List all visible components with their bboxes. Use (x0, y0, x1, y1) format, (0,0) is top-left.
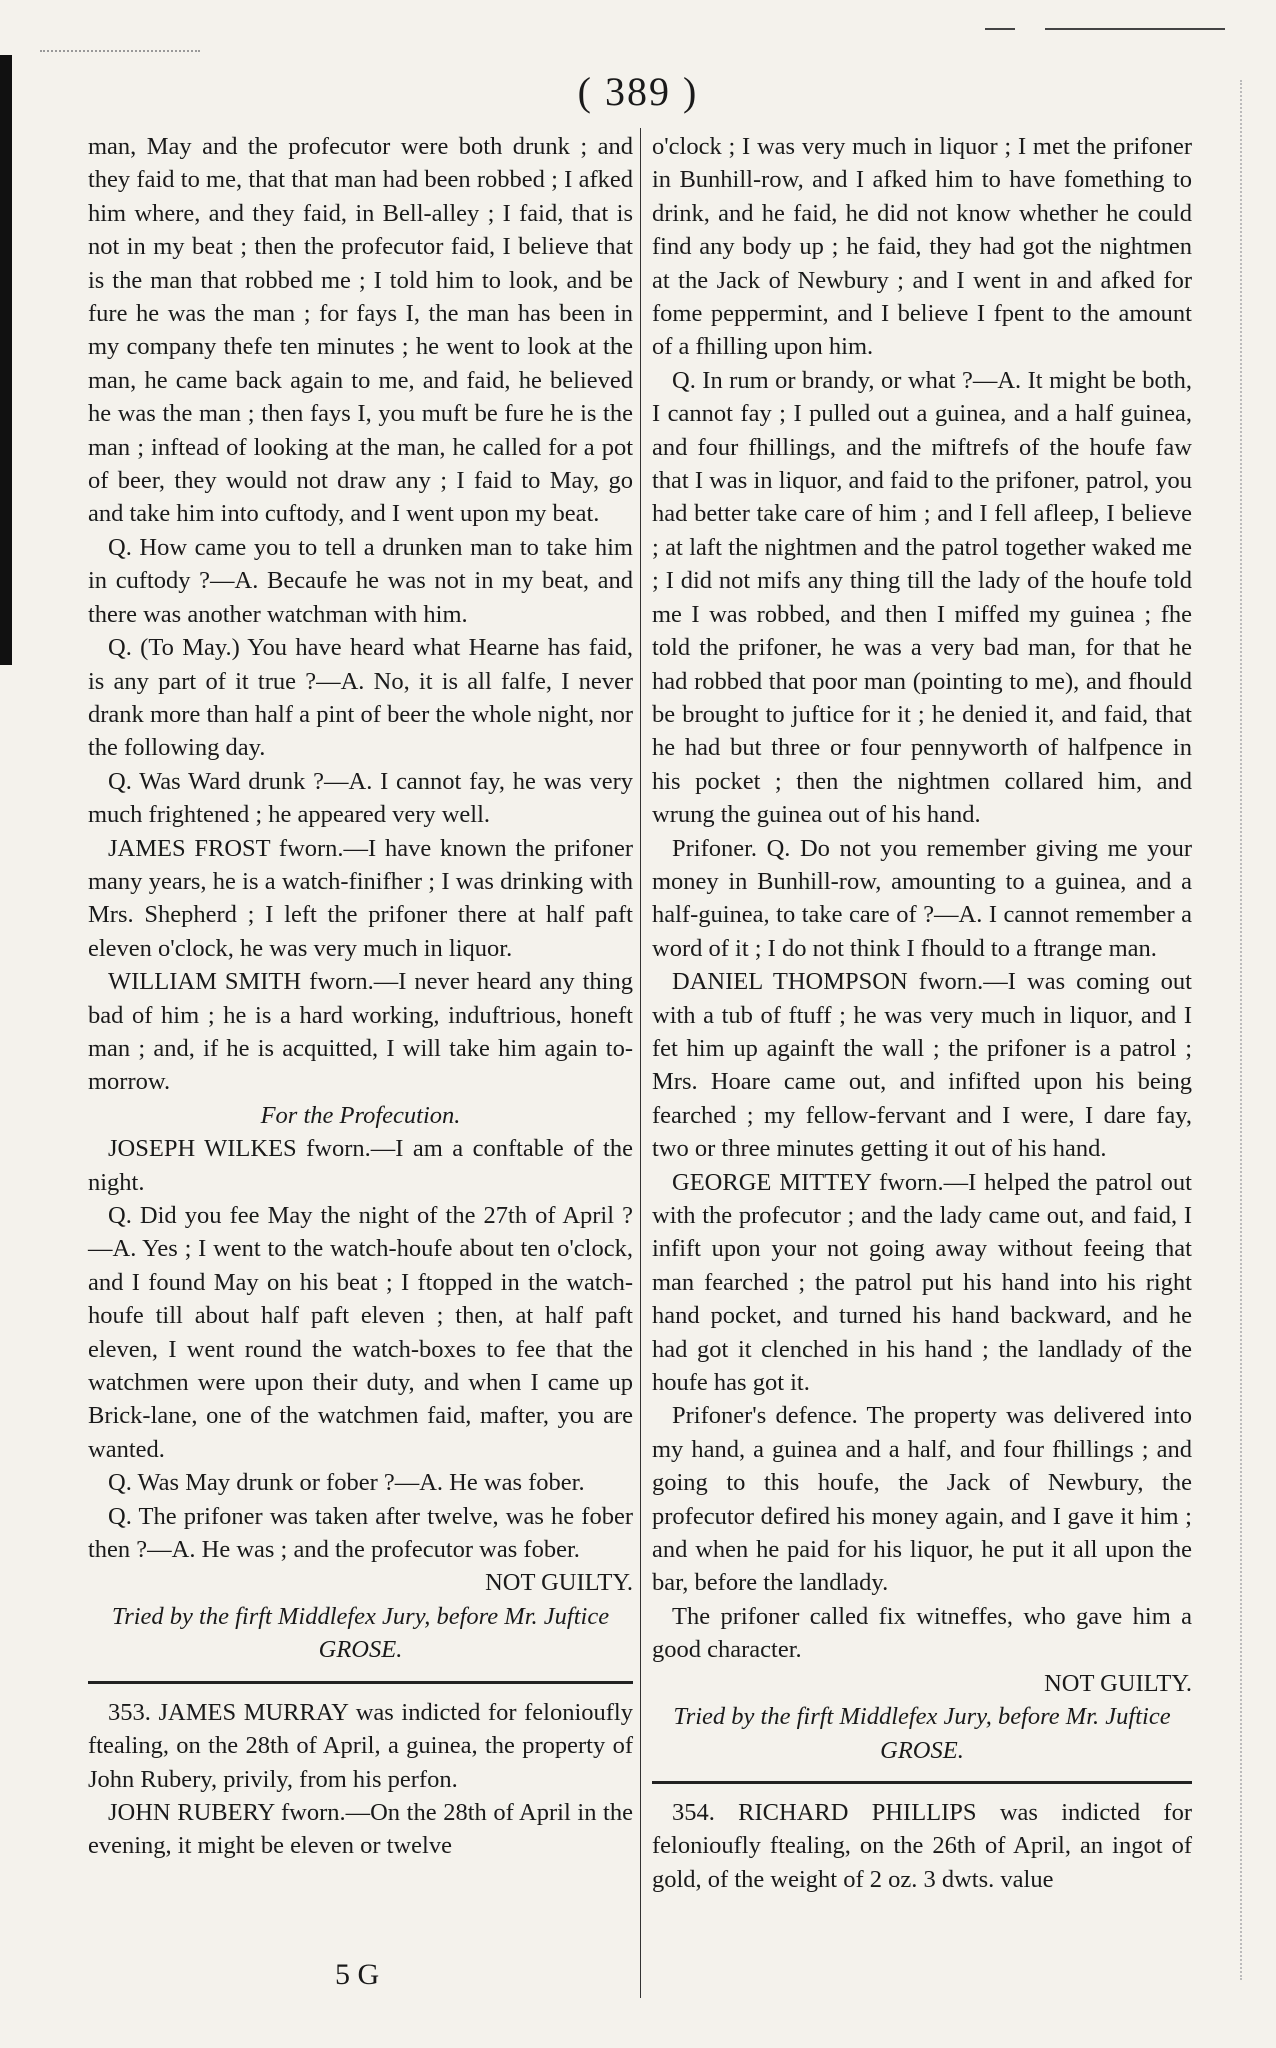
left-case-353 (88, 1696, 633, 1863)
scan-edge-dots (1240, 80, 1248, 1980)
column-divider (640, 128, 641, 1998)
paragraph: man, May and the profecutor were both drunk ; and they faid to me, that that man had been robbed ; I afked him where, and they faid, in Bell-alley ; I faid, that is not in my beat ; then the profecutor faid, I believe that is the man that robbed me ; I told him to look, and be fure he was the man ; for fays I, the man has been in my company thefe ten minutes ; he went to look at the man, he came back again to me, and faid, he believed he was the man ; then fays I, you muft be fure he is the man ; inftead of looking at the man, he called for a pot of beer, they would not draw any ; I faid to May, go and take him into cuftody, and I went upon my beat. (88, 133, 633, 528)
paragraph: GEORGE MITTEY fworn.—I helped the patrol out with the profecutor ; and the lady came out, and faid, I infift upon your not going away without feeing that man fearched ; the patrol put his hand into his right hand pocket, and turned his hand backward, and he had got it clenched in his hand ; the landlady of the houfe has got it. (652, 1168, 1192, 1397)
paragraph: For the Profecution. (260, 1101, 461, 1129)
paragraph: NOT GUILTY. (1044, 1669, 1192, 1697)
paragraph: o'clock ; I was very much in liquor ; I met the prifoner in Bunhill-row, and I afked him to have fomething to drink, and he faid, he did not know whether he could find any body up ; he faid, they had got the nightmen at the Jack of Newbury ; and I went in and afked for fome peppermint, and I believe I fpent to the amount of a fhilling upon him. (652, 133, 1192, 361)
paragraph: Prifoner's defence. The property was delivered into my hand, a guinea and a half, and four fhillings ; and going to this houfe, the Jack of Newbury, the profecutor defired his money again, and I gave it him ; and when he paid for his liquor, he put it all upon the bar, before the landlady. (652, 1402, 1192, 1597)
right-case-354 (652, 1796, 1192, 1896)
left-paragraphs (88, 130, 633, 1667)
paragraph: JAMES FROST fworn.—I have known the prifoner many years, he is a watch-finifher ; I was drinking with Mrs. Shepherd ; I left the prifoner there at half paft eleven o'clock, he was very much in liquor. (88, 834, 633, 962)
paragraph: The prifoner called fix witneffes, who gave him a good character. (652, 1602, 1192, 1664)
paragraph: Q. The prifoner was taken after twelve, was he fober then ?—A. He was ; and the profecutor was fober. (88, 1502, 633, 1564)
paragraph: JOSEPH WILKES fworn.—I am a conftable of the night. (88, 1135, 633, 1196)
paragraph: NOT GUILTY. (485, 1569, 633, 1597)
paragraph: Q. How came you to tell a drunken man to take him in cuftody ?—A. Becaufe he was not in my beat, and there was another watchman with him. (88, 533, 633, 628)
right-column (652, 130, 1192, 1896)
paragraph: Tried by the firft Middlefex Jury, before Mr. Juftice GROSE. (673, 1703, 1171, 1764)
case-separator (652, 1781, 1192, 1784)
paragraph: 354. RICHARD PHILLIPS was indicted for felonioufly ftealing, on the 26th of April, an ingot of gold, of the weight of 2 oz. 3 dwts. value (652, 1798, 1192, 1893)
paragraph: DANIEL THOMPSON fworn.—I was coming out with a tub of ftuff ; he was very much in liquor, and I fet him up againft the wall ; the prifoner is a patrol ; Mrs. Hoare came out, and infifted upon his being fearched ; my fellow-fervant and I were, I dare fay, two or three minutes getting it out of his hand. (652, 968, 1192, 1163)
paragraph: JOHN RUBERY fworn.—On the 28th of April in the evening, it might be eleven or twelve (88, 1798, 633, 1860)
paragraph: Q. In rum or brandy, or what ?—A. It might be both, I cannot fay ; I pulled out a guinea, and a half guinea, and four fhillings, and the miftrefs of the houfe faw that I was in liquor, and faid to the prifoner, patrol, you had better take care of him ; and I fell afleep, I believe ; at laft the nightmen and the patrol together waked me ; I did not mifs any thing till the lady of the houfe told me I was robbed, and then I miffed my guinea ; fhe told the prifoner, he was a very bad man, for that he had robbed that poor man (pointing to me), and fhould be brought to juftice for it ; he denied it, and faid, that he had but three or four pennyworth of halfpence in his pocket ; then the nightmen collared him, and wrung the guinea out of his hand. (652, 366, 1192, 829)
margin-bar (0, 55, 12, 665)
paragraph: 353. JAMES MURRAY was indicted for felonioufly ftealing, on the 28th of April, a guinea, the property of John Rubery, privily, from his perfon. (88, 1698, 633, 1793)
paragraph: Q. (To May.) You have heard what Hearne has faid, is any part of it true ?—A. No, it is all falfe, I never drank more than half a pint of beer the whole night, nor the following day. (88, 634, 633, 762)
page-number: ( 389 ) (577, 69, 699, 114)
scan-specks (40, 50, 200, 54)
top-rule-gap (1015, 28, 1045, 30)
paragraph: WILLIAM SMITH fworn.—I never heard any thing bad of him ; he is a hard working, induftrious, honeft man ; and, if he is acquitted, I will take him again to-morrow. (88, 968, 633, 1096)
paragraph: Q. Was May drunk or fober ?—A. He was fober. (108, 1469, 585, 1497)
paragraph: Tried by the firft Middlefex Jury, before Mr. Juftice GROSE. (111, 1602, 610, 1664)
left-column (88, 130, 633, 1863)
case-separator (88, 1681, 633, 1684)
signature-mark: 5 G (335, 1958, 380, 1991)
paragraph: Prifoner. Q. Do not you remember giving me your money in Bunhill-row, amounting to a guinea, and a half-guinea, to take care of ?—A. I cannot remember a word of it ; I do not think I fhould to a ftrange man. (652, 834, 1192, 962)
paragraph: Q. Was Ward drunk ?—A. I cannot fay, he was very much frightened ; he appeared very well. (88, 767, 633, 829)
right-paragraphs (652, 130, 1192, 1767)
paragraph: Q. Did you fee May the night of the 27th of April ?—A. Yes ; I went to the watch-houfe about ten o'clock, and I found May on his beat ; I ftopped in the watch-houfe till about half paft eleven ; then, at half paft eleven, I went round the watch-boxes to fee that the watchmen were upon their duty, and when I came up Brick-lane, one of the watchmen faid, mafter, you are wanted. (88, 1202, 633, 1463)
